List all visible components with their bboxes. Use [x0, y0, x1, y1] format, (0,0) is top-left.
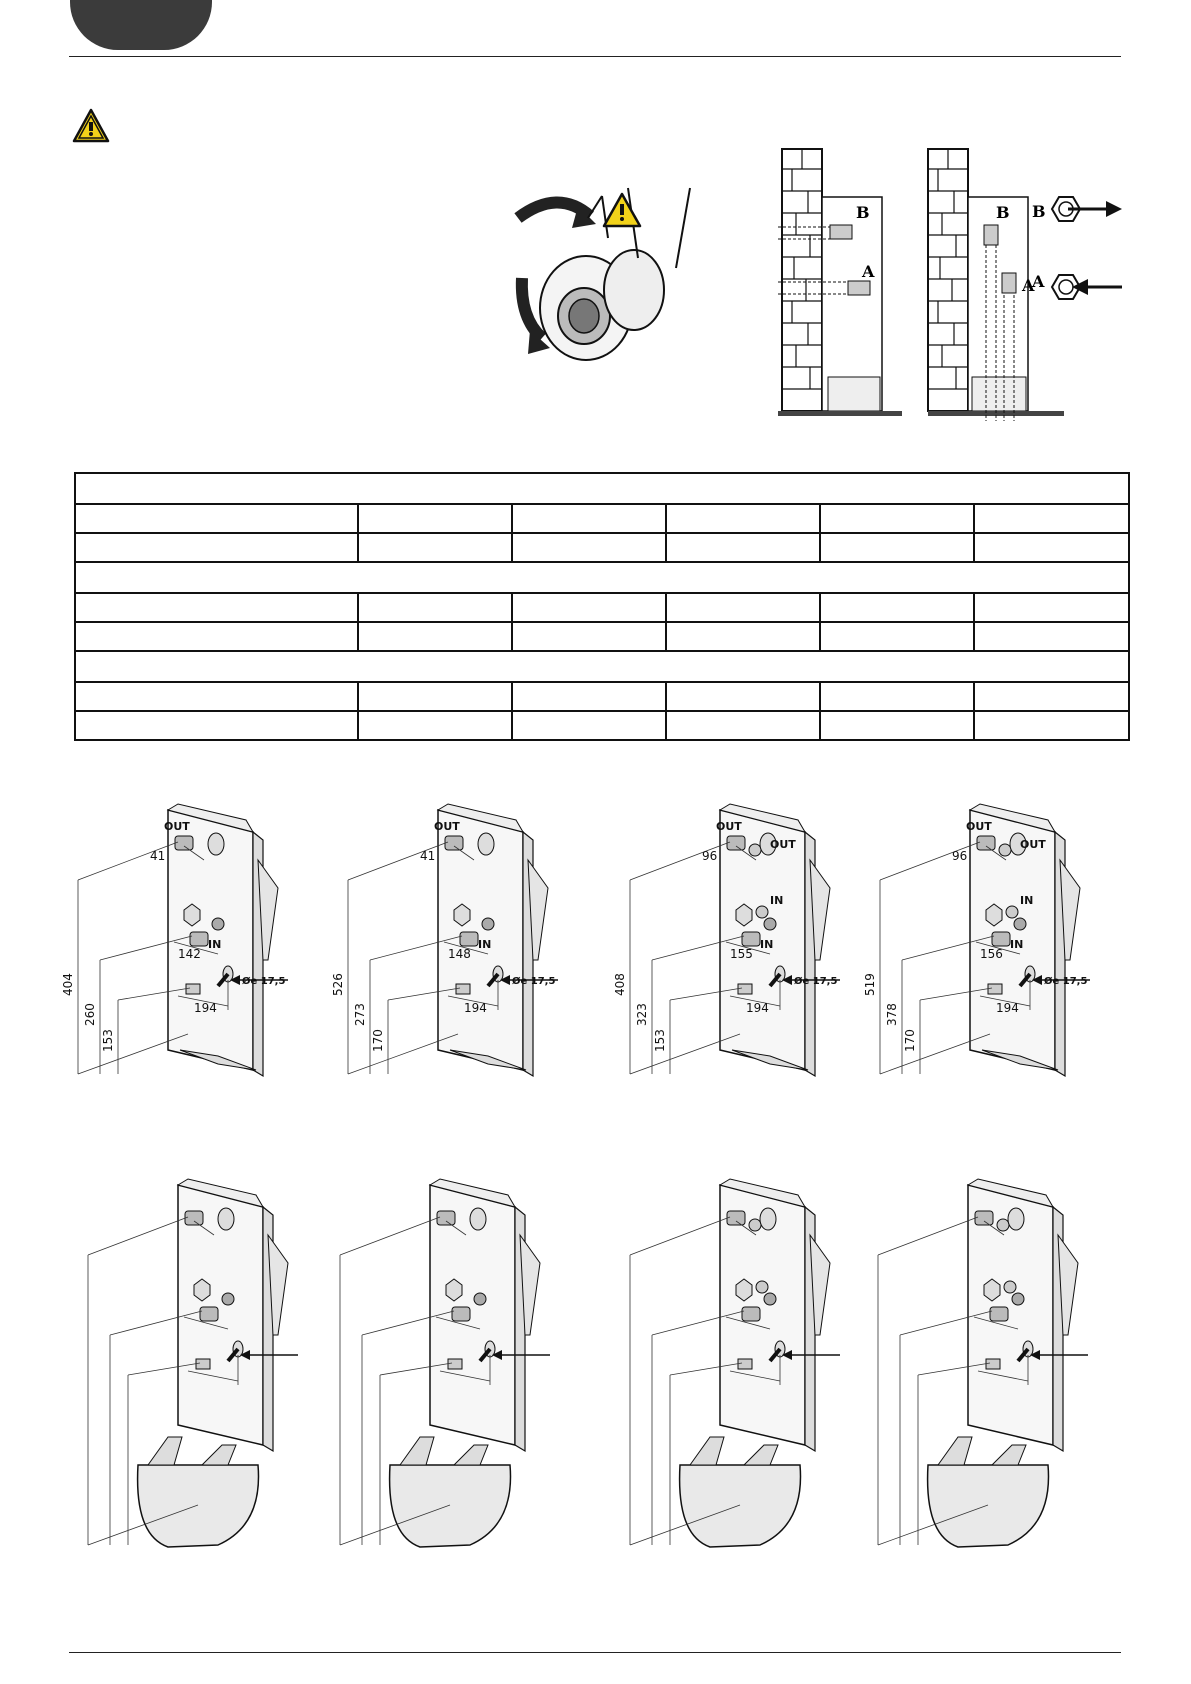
panel-drawing [331, 800, 578, 1100]
drain-label: Øe 17,5 [794, 976, 838, 987]
table-cell [75, 682, 358, 711]
label-b: B [856, 203, 870, 222]
wall-section-left [778, 149, 902, 416]
table-row [75, 533, 1129, 562]
outlet-label: OUT [770, 838, 796, 851]
dimension-label: 273 [353, 1003, 367, 1026]
table-row [75, 711, 1129, 740]
wall-section-right [928, 149, 1122, 421]
panel-base [928, 1437, 1049, 1547]
table-cell [512, 622, 666, 651]
table-cell [75, 562, 1129, 593]
dimension-label: 194 [996, 1001, 1019, 1015]
panel-body [430, 1179, 550, 1451]
outlet-valve [445, 836, 463, 850]
dimension-label: 156 [980, 947, 1003, 961]
panel-drawing [78, 1175, 318, 1565]
inlet-valve [190, 932, 208, 946]
dimension-label: 260 [83, 1003, 97, 1026]
drain-bracket [986, 1359, 1000, 1369]
inlet-valve [992, 932, 1010, 946]
dimension-label: 170 [371, 1029, 385, 1052]
inlet-valve [756, 906, 768, 918]
inlet-valve [756, 1281, 768, 1293]
outlet-label: OUT [1020, 838, 1046, 851]
table-cell [820, 533, 974, 562]
dimension-label: 96 [952, 849, 968, 863]
table-cell [974, 504, 1129, 533]
inlet-valve [1004, 1281, 1016, 1293]
drain-label: Øe 17,5 [242, 976, 286, 987]
outlet-label: OUT [434, 820, 460, 833]
dimension-label: 323 [635, 1003, 649, 1026]
wall-connection-diagram [778, 145, 1128, 425]
table-cell [358, 682, 512, 711]
dimension-label: 526 [331, 973, 345, 996]
inlet-valve [452, 1307, 470, 1321]
inlet-valve [742, 1307, 760, 1321]
table-cell [820, 504, 974, 533]
inlet-label: IN [760, 938, 774, 951]
dimension-label: 153 [101, 1029, 115, 1052]
panel-base [138, 1437, 259, 1547]
label-a: A [1032, 272, 1045, 291]
header-rule [69, 56, 1121, 57]
panel-body [968, 1179, 1088, 1451]
footer-rule [69, 1652, 1121, 1653]
table-cell [75, 504, 358, 533]
drain-bracket [738, 984, 752, 994]
outlet-valve [999, 844, 1011, 856]
inlet-valve [1006, 906, 1018, 918]
dimension-label: 148 [448, 947, 471, 961]
inlet-valve [742, 932, 760, 946]
dimension-label: 519 [863, 973, 877, 996]
table-row [75, 682, 1129, 711]
label-b: B [1032, 202, 1046, 221]
dimension-label: 153 [653, 1029, 667, 1052]
dimension-label: 194 [746, 1001, 769, 1015]
outlet-valve [727, 836, 745, 850]
warning-icon [72, 108, 110, 144]
table-cell [820, 682, 974, 711]
outlet-label: OUT [716, 820, 742, 833]
drain-bracket [456, 984, 470, 994]
table-cell [358, 533, 512, 562]
wrench-illustration [518, 188, 698, 378]
table-row [75, 504, 1129, 533]
drain-bracket [196, 1359, 210, 1369]
outlet-valve [975, 1211, 993, 1225]
dimension-label: 170 [903, 1029, 917, 1052]
panel-drawing [330, 1175, 570, 1565]
inlet-valve [200, 1307, 218, 1321]
dimension-label: 41 [150, 849, 166, 863]
label-a: A [1022, 276, 1035, 295]
outlet-valve [749, 844, 761, 856]
specification-table [74, 472, 1130, 741]
inlet-label: IN [208, 938, 222, 951]
table-cell [75, 533, 358, 562]
panel-body [178, 1179, 298, 1451]
drain-label: Øe 17,5 [1044, 976, 1088, 987]
dimension-label: 194 [194, 1001, 217, 1015]
outlet-valve [997, 1219, 1009, 1231]
page-tab [70, 0, 212, 50]
table-cell [974, 711, 1129, 740]
dimension-label: 142 [178, 947, 201, 961]
dimension-label: 96 [702, 849, 718, 863]
table-cell [358, 622, 512, 651]
drain-bracket [738, 1359, 752, 1369]
table-cell [358, 593, 512, 622]
dimension-label: 378 [885, 1003, 899, 1026]
inlet-valve [990, 1307, 1008, 1321]
table-cell [512, 711, 666, 740]
inlet-label: IN [478, 938, 492, 951]
table-cell [512, 533, 666, 562]
table-cell [666, 593, 820, 622]
outlet-valve [185, 1211, 203, 1225]
outlet-valve [977, 836, 995, 850]
table-cell [512, 504, 666, 533]
panel-drawing [61, 800, 308, 1100]
inlet-label: IN [1020, 894, 1034, 907]
outlet-label: OUT [966, 820, 992, 833]
table-cell [820, 622, 974, 651]
inlet-label: IN [1010, 938, 1024, 951]
table-cell [666, 533, 820, 562]
table-cell [974, 533, 1129, 562]
label-a: A [862, 262, 875, 281]
inlet-valve [460, 932, 478, 946]
drain-bracket [186, 984, 200, 994]
table-cell [820, 593, 974, 622]
label-b: B [996, 203, 1010, 222]
drain-bracket [448, 1359, 462, 1369]
drain-bracket [988, 984, 1002, 994]
table-row [75, 622, 1129, 651]
dimension-label: 41 [420, 849, 436, 863]
table-cell [666, 682, 820, 711]
table-section-row [75, 473, 1129, 504]
table-cell [666, 504, 820, 533]
table-cell [666, 622, 820, 651]
table-section-row [75, 651, 1129, 682]
table-cell [75, 651, 1129, 682]
table-cell [974, 593, 1129, 622]
table-cell [820, 711, 974, 740]
table-cell [358, 504, 512, 533]
table-section-row [75, 562, 1129, 593]
table-cell [75, 711, 358, 740]
dimension-label: 194 [464, 1001, 487, 1015]
outlet-valve [727, 1211, 745, 1225]
panel-base [680, 1437, 801, 1547]
panel-body [720, 1179, 840, 1451]
panel-drawing [613, 800, 860, 1100]
table-cell [358, 711, 512, 740]
outlet-valve [175, 836, 193, 850]
warning-icon [604, 194, 640, 226]
table-cell [512, 593, 666, 622]
dimension-label: 155 [730, 947, 753, 961]
table-cell [974, 622, 1129, 651]
table-cell [974, 682, 1129, 711]
outlet-valve [749, 1219, 761, 1231]
panel-drawing [863, 800, 1110, 1100]
panel-base [390, 1437, 511, 1547]
panel-body [168, 804, 288, 1076]
drain-label: Øe 17,5 [512, 976, 556, 987]
outlet-valve [437, 1211, 455, 1225]
panel-drawing [868, 1175, 1108, 1565]
dimension-label: 404 [61, 973, 75, 996]
table-cell [75, 622, 358, 651]
inlet-label: IN [770, 894, 784, 907]
outlet-label: OUT [164, 820, 190, 833]
table-cell [512, 682, 666, 711]
table-row [75, 593, 1129, 622]
table-cell [666, 711, 820, 740]
table-cell [75, 473, 1129, 504]
dimension-label: 408 [613, 973, 627, 996]
panel-body [438, 804, 558, 1076]
panel-drawing [620, 1175, 860, 1565]
table-cell [75, 593, 358, 622]
